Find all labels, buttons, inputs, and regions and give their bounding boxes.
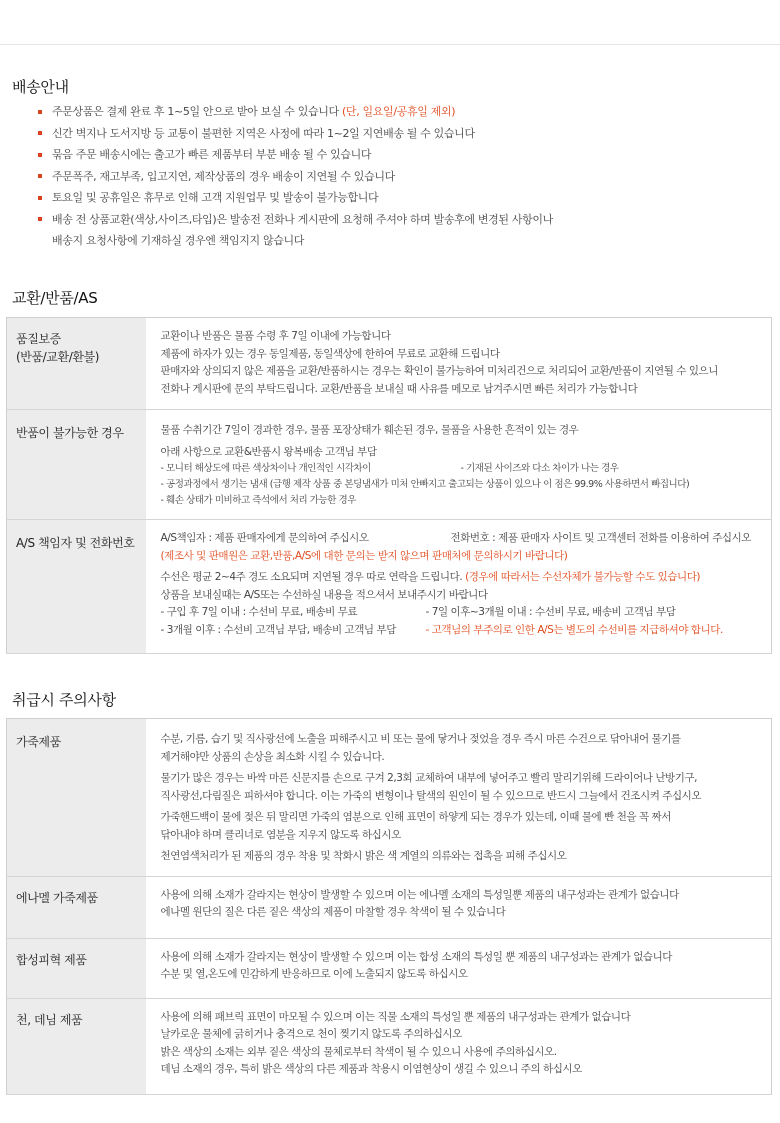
content-pair [161,604,766,622]
warning-line: - 고객님의 부주의로 인한 A/S는 별도의 수선비를 지급하셔야 합니다. [425,623,723,636]
delivery-list [38,104,768,255]
content-line: 전화번호 : 제품 판매자 사이트 및 고객센터 전화를 이용하여 주십시오 [450,532,751,544]
list-item [38,169,768,184]
content-line: 가죽핸드백이 물에 젖은 뒤 말리면 가죽의 염분으로 인해 표면이 하얗게 되는 경우가 있는데, 이때 물에 빤 천을 꼭 짜서 [160,811,671,823]
delivery-title: 배송안내 [12,78,69,96]
row-header [7,318,146,410]
table-row [7,938,772,998]
list-item [38,147,768,162]
content-line: 날카로운 물체에 긁히거나 충격으로 천이 찢기지 않도록 주의하십시오 [160,1028,462,1040]
bullet-square-icon [38,131,42,135]
row-header-label: A/S 책임자 및 전화번호 [16,536,135,550]
content-line: 물품 수취기간 7일이 경과한 경우, 물품 포장상태가 훼손된 경우, 물품을 사용한 흔적이 있는 경우 [160,424,579,436]
list-item [38,104,768,119]
content-line: 사용에 의해 소재가 갈라지는 현상이 발생할 수 있으며 이는 합성 소재의 특성일 뿐 제품의 내구성과는 관계가 없습니다 [160,950,672,963]
content-line: - 7일 이후~3개월 이내 : 수선비 무료, 배송비 고객님 부담 [425,606,676,618]
delivery-item-text: 배송 전 상품교환(색상,사이즈,타입)은 발송전 전화나 게시판에 요청해 주셔야 하며 발송후에 변경된 사항이나 [52,212,553,226]
row-header-label: 합성피혁 제품 [16,952,87,967]
row-content [146,318,772,410]
content-line: - 훼손 상태가 미비하고 즉석에서 처리 가능한 경우 [160,495,357,506]
delivery-item-text: 주문폭주, 재고부족, 입고지연, 제작상품의 경우 배송이 지연될 수 있습니다 [52,169,395,183]
delivery-item-continuation: 배송지 요청사항에 기재하실 경우엔 책임지지 않습니다 [52,233,305,247]
table-row [7,719,772,877]
row-content [146,998,772,1094]
content-line: 전화나 게시판에 문의 부탁드립니다. 교환/반품을 보내실 때 사유를 메모로 남겨주시면 빠른 처리가 가능합니다 [160,382,638,395]
warning-line: (경우에 따라서는 수선자체가 불가능할 수도 있습니다) [465,571,701,583]
delivery-item-text: 토요일 및 공휴일은 휴무로 인해 고객 지원업무 및 발송이 불가능합니다 [52,191,379,205]
content-line: 교환이나 반품은 물품 수령 후 7일 이내에 가능합니다 [160,330,391,342]
table-row [7,318,772,410]
exchange-title: 교환/반품/AS [12,289,98,307]
content-line: 닦아내야 하며 클리너로 염분을 지우지 않도록 하십시오 [160,828,401,841]
content-line: 판매자와 상의되지 않은 제품을 교환/반품하시는 경우는 확인이 불가능하여 미처리건으로 처리되어 교환/반품이 지연될 수 있으니 [160,365,718,377]
row-content [146,410,772,520]
content-pair [161,461,766,477]
content-line: 사용에 의해 소재가 갈라지는 현상이 발생할 수 있으며 이는 에나멜 소재의 특성일뿐 제품의 내구성과는 관계가 없습니다 [160,888,679,901]
row-header [7,876,146,938]
list-item [38,190,768,205]
content-line: 에나멜 원단의 질은 다른 짙은 색상의 제품이 마찰할 경우 착색이 될 수 있습니다 [160,906,506,918]
content-line: 천연염색처리가 된 제품의 경우 착용 및 착화시 밝은 색 계열의 의류와는 접촉을 피해 주십시오 [160,850,567,862]
content-line: 물기가 많은 경우는 바싹 마른 신문지를 손으로 구겨 2,3회 교체하여 내부에 넣어주고 빨리 말리기위해 드라이어나 난방기구, [160,772,698,784]
row-content [146,520,772,654]
delivery-item-text: 묶음 주문 배송시에는 출고가 빠른 제품부터 부분 배송 될 수 있습니다 [52,148,372,162]
content-line: - 3개월 이후 : 수선비 고객님 부담, 배송비 고객님 부담 [160,623,396,636]
row-header [7,998,146,1094]
content-line: 아래 사항으로 교환&반품시 왕복배송 고객님 부담 [160,445,377,458]
bullet-square-icon [38,174,42,178]
exchange-table [6,317,772,654]
row-content [146,876,772,938]
row-content [146,938,772,998]
content-line: - 기재된 사이즈와 다소 차이가 나는 경우 [460,463,619,474]
list-item [38,212,768,248]
content-line: 제품에 하자가 있는 경우 동일제품, 동일색상에 한하여 무료로 교환해 드립니다 [160,347,500,360]
content-line: 밝은 색상의 소재는 외부 짙은 색상의 물체로부터 착색이 될 수 있으니 사용에 주의하십시오. [160,1045,557,1058]
content-line: 상품을 보내실때는 A/S또는 수선하실 내용을 적으셔서 보내주시기 바랍니다 [160,588,488,601]
delivery-item-highlight: (단, 일요일/공휴일 제외) [341,105,456,118]
care-title: 취급시 주의사항 [12,691,116,709]
content-line: - 구입 후 7일 이내 : 수선비 무료, 배송비 무료 [160,606,358,618]
row-header-label: 천, 데님 제품 [16,1012,83,1027]
row-header [7,520,146,654]
content-pair [161,622,766,640]
row-header-label: 반품이 불가능한 경우 [16,426,124,440]
delivery-item-text: 주문상품은 결제 완료 후 1~5일 안으로 받아 보실 수 있습니다 [52,105,342,118]
list-item [38,126,768,141]
row-header-label: 가죽제품 [16,735,61,749]
content-line: 제거해야만 상품의 손상을 최소화 시킬 수 있습니다. [160,750,385,763]
warning-line: (제조사 및 판매원은 교환,반품,A/S에 대한 문의는 받지 않으며 판매처에 문의하시기 바랍니다) [160,549,568,562]
table-row [7,410,772,520]
bullet-square-icon [38,110,42,114]
top-divider [0,44,780,45]
bullet-square-icon [38,217,42,221]
row-header [7,410,146,520]
row-header [7,938,146,998]
row-header-label: 품질보증 (반품/교환/환불) [16,332,100,364]
content-line: 수분, 기름, 습기 및 직사광선에 노출을 피해주시고 비 또는 물에 닿거나 젖었을 경우 즉시 마른 수건으로 닦아내어 물기를 [160,733,681,745]
content-line: - 공정과정에서 생기는 냄새 (급행 제작 상품 중 본딩냄새가 미처 안빠지고 출고되는 상품이 있으나 이 점은 99.9% 사용하면서 빠집니다) [160,479,690,490]
table-row [7,998,772,1094]
delivery-item-text: 신간 벽지나 도서지방 등 교통이 불편한 지역은 사정에 따라 1~2일 지연배송 될 수 있습니다 [52,126,475,140]
table-row [7,520,772,654]
content-line: - 모니터 해상도에 따른 색상차이나 개인적인 시각차이 [160,463,371,474]
row-header [7,719,146,877]
row-header-label: 에나멜 가죽제품 [16,890,98,905]
bullet-square-icon [38,196,42,200]
content-pair [161,530,766,548]
content-line: 수선은 평균 2~4주 경도 소요되며 지연될 경우 따로 연락을 드립니다. [160,571,466,583]
content-line: A/S책임자 : 제품 판매자에게 문의하여 주십시오 [160,532,369,544]
row-content [146,719,772,877]
table-row [7,876,772,938]
care-table [6,718,772,1095]
content-line: 수분 및 열,온도에 민감하게 반응하므로 이에 노출되지 않도록 하십시오 [160,968,468,980]
content-line: 데님 소재의 경우, 특히 밝은 색상의 다른 제품과 착용시 이염현상이 생길 수 있으니 주의 하십시오 [160,1063,582,1075]
bullet-square-icon [38,153,42,157]
content-line: 사용에 의해 패브릭 표면이 마모될 수 있으며 이는 직물 소재의 특성일 뿐 제품의 내구성과는 관계가 없습니다 [160,1010,631,1023]
content-line: 직사광선,다림질은 피하셔야 합니다. 이는 가죽의 변형이나 탈색의 원인이 될 수 있으므로 반드시 그늘에서 건조시켜 주십시오 [160,789,702,802]
